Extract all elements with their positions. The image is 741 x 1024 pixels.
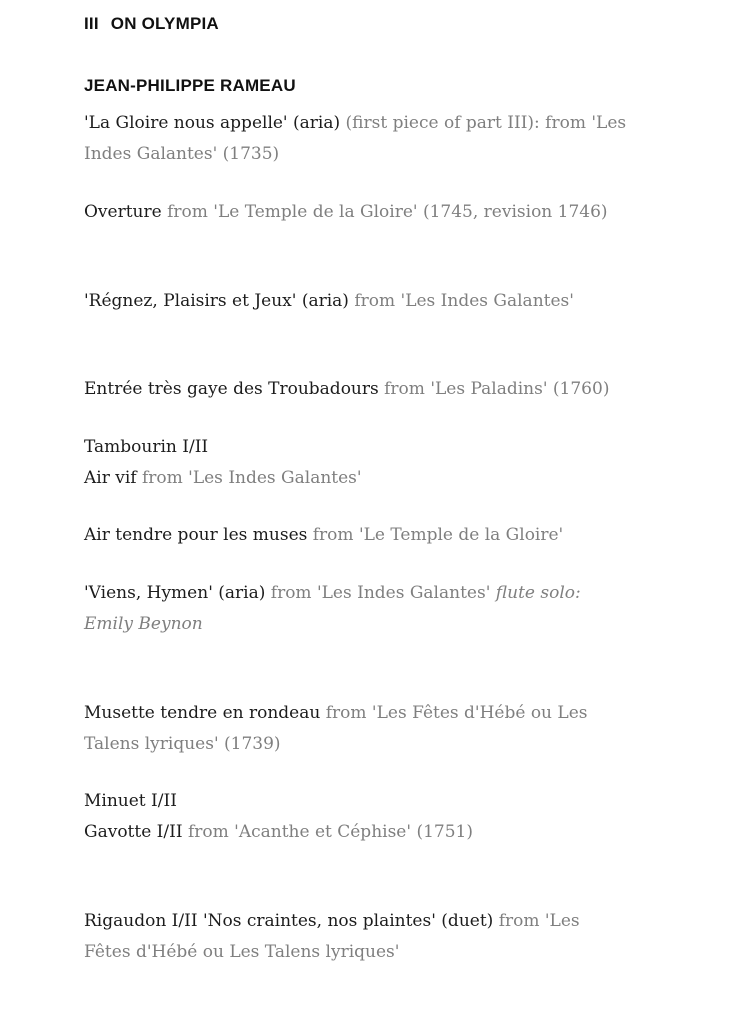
programme-entry <box>84 432 644 494</box>
piece-title: Entrée très gaye des Troubadours <box>84 379 385 399</box>
programme-entry <box>84 906 644 968</box>
entry-line <box>84 937 644 968</box>
programme-entry <box>84 374 644 405</box>
section-heading <box>84 14 219 34</box>
piece-source: from 'Le Temple de la Gloire' (1745, revision 1746) <box>167 202 608 222</box>
piece-source: from 'Les Indes Galantes' <box>270 583 496 603</box>
programme-entry <box>84 108 644 170</box>
section-title: ON OLYMPIA <box>110 14 219 33</box>
entry-line <box>84 286 644 317</box>
piece-title: 'La Gloire nous appelle' (aria) <box>84 113 346 133</box>
programme-entry <box>84 786 644 848</box>
piece-title: Air vif <box>84 468 142 488</box>
entry-line <box>84 432 644 463</box>
entry-line <box>84 786 644 817</box>
performer-note: Emily Beynon <box>84 614 203 634</box>
piece-source: Indes Galantes' (1735) <box>84 144 280 164</box>
piece-source: from 'Les Fêtes d'Hébé ou Les <box>325 703 588 723</box>
entry-line <box>84 729 644 760</box>
piece-title: Musette tendre en rondeau <box>84 703 326 723</box>
entry-line <box>84 374 644 405</box>
piece-source: Fêtes d'Hébé ou Les Talens lyriques' <box>84 942 400 962</box>
entry-line <box>84 609 644 640</box>
piece-title: Tambourin I/II <box>84 437 209 457</box>
piece-source: from 'Le Temple de la Gloire' <box>312 525 564 545</box>
piece-title: Overture <box>84 202 168 222</box>
programme-entry <box>84 698 644 760</box>
piece-title: Rigaudon I/II 'Nos craintes, nos plaintes' (duet) <box>84 911 499 931</box>
piece-title: Air tendre pour les muses <box>84 525 313 545</box>
entry-line <box>84 463 644 494</box>
piece-source: from 'Acanthe et Céphise' (1751) <box>187 822 473 842</box>
entry-line <box>84 108 644 139</box>
composer-name: JEAN-PHILIPPE RAMEAU <box>84 76 296 95</box>
programme-entry <box>84 520 644 551</box>
piece-source: Talens lyriques' (1739) <box>84 734 281 754</box>
piece-source: from 'Les Indes Galantes' <box>354 291 574 311</box>
piece-title: Gavotte I/II <box>84 822 188 842</box>
entry-line <box>84 906 644 937</box>
piece-source: from 'Les Paladins' (1760) <box>384 379 610 399</box>
entry-line <box>84 698 644 729</box>
piece-source: from 'Les Indes Galantes' <box>141 468 362 488</box>
programme-entry <box>84 286 644 317</box>
programme-entry <box>84 578 644 640</box>
piece-source: from 'Les <box>498 911 580 931</box>
entry-line <box>84 520 644 551</box>
section-number: III <box>84 14 99 33</box>
piece-title: 'Viens, Hymen' (aria) <box>84 583 271 603</box>
entry-line <box>84 139 644 170</box>
entry-line <box>84 197 644 228</box>
entry-line <box>84 578 644 609</box>
piece-title: Minuet I/II <box>84 791 177 811</box>
programme-entry <box>84 197 644 228</box>
entry-line <box>84 817 644 848</box>
piece-source: (first piece of part III): from 'Les <box>345 113 627 133</box>
performer-note: flute solo: <box>495 583 581 603</box>
piece-title: 'Régnez, Plaisirs et Jeux' (aria) <box>84 291 355 311</box>
